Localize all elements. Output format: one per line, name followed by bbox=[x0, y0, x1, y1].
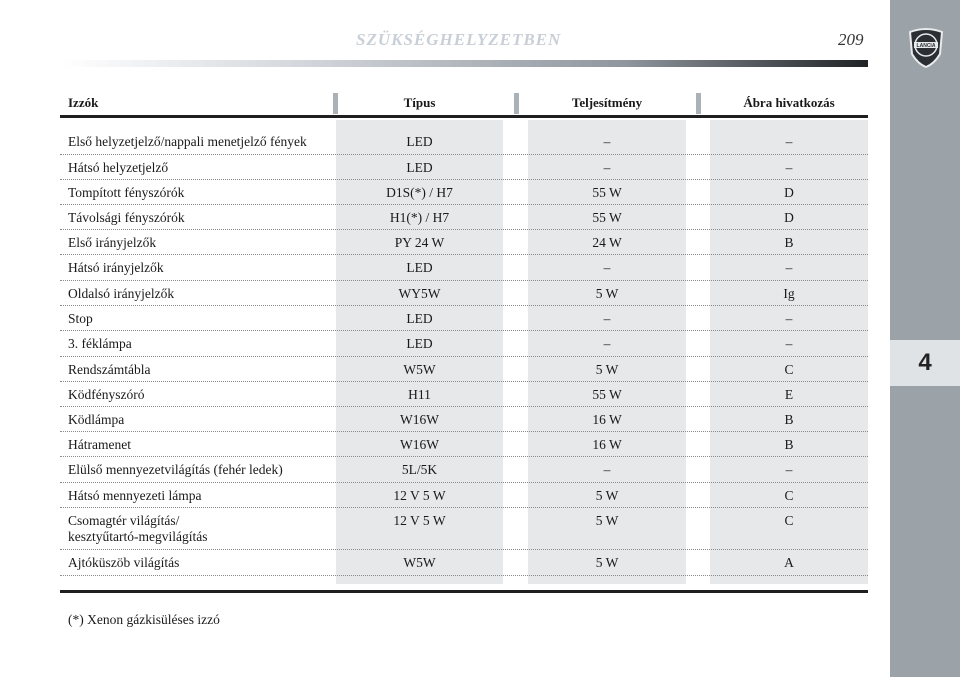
figure-reference: C bbox=[784, 488, 794, 503]
figure-reference: – bbox=[785, 311, 793, 326]
bulb-type: PY 24 W bbox=[394, 235, 445, 250]
page-number: 209 bbox=[838, 30, 864, 49]
bulb-name: Ajtóküszöb világítás bbox=[68, 555, 180, 570]
bulb-name: Első helyzetjelző/nappali menetjelző fények bbox=[68, 134, 307, 149]
bulb-power: 5 W bbox=[595, 555, 619, 570]
table-row bbox=[60, 356, 868, 382]
bulb-type: 12 V 5 W bbox=[393, 488, 446, 503]
bulb-power: 55 W bbox=[592, 210, 622, 225]
bulb-name: Tompított fényszórók bbox=[68, 185, 185, 200]
bulb-name: Ködlámpa bbox=[68, 412, 125, 427]
bulb-type: LED bbox=[406, 311, 433, 326]
bulb-name: Elülső mennyezetvilágítás (fehér ledek) bbox=[68, 462, 283, 477]
bulb-name: Rendszámtábla bbox=[68, 362, 151, 377]
bulb-type: LED bbox=[406, 336, 433, 351]
table-row bbox=[60, 280, 868, 306]
table-row bbox=[60, 204, 868, 230]
bulb-power: – bbox=[603, 462, 611, 477]
lancia-logo-icon bbox=[906, 26, 946, 68]
bulb-name: Távolsági fényszórók bbox=[68, 210, 185, 225]
column-header-ref: Ábra hivatkozás bbox=[743, 95, 835, 110]
bulb-power: 16 W bbox=[592, 412, 622, 427]
figure-reference: – bbox=[785, 260, 793, 275]
figure-reference: C bbox=[784, 362, 794, 377]
bulb-type: LED bbox=[406, 134, 433, 149]
bulb-name: Csomagtér világítás/ bbox=[68, 513, 180, 528]
chapter-tab[interactable]: 4 bbox=[890, 340, 960, 386]
table-row bbox=[60, 431, 868, 457]
bulb-power: – bbox=[603, 134, 611, 149]
bulb-power: 16 W bbox=[592, 437, 622, 452]
bulb-name: Ködfényszóró bbox=[68, 387, 145, 402]
bulb-type: W5W bbox=[403, 555, 436, 570]
figure-reference: E bbox=[784, 387, 794, 402]
figure-reference: – bbox=[785, 336, 793, 351]
table-row bbox=[60, 381, 868, 407]
bulb-type: WY5W bbox=[398, 286, 441, 301]
table-row bbox=[60, 456, 868, 483]
column-header-type: Típus bbox=[403, 95, 436, 110]
footnote: (*) Xenon gázkisüléses izzó bbox=[68, 612, 220, 627]
logo-text: LANCIA bbox=[916, 43, 936, 49]
table-row bbox=[60, 507, 868, 550]
figure-reference: – bbox=[785, 462, 793, 477]
bulb-name: Stop bbox=[68, 311, 93, 326]
table-row bbox=[60, 179, 868, 205]
table-row bbox=[60, 254, 868, 281]
bulb-name: Hátsó mennyezeti lámpa bbox=[68, 488, 202, 503]
header-rule bbox=[60, 60, 868, 67]
table-row bbox=[60, 406, 868, 432]
table-row bbox=[60, 128, 868, 155]
bulb-power: 5 W bbox=[595, 286, 619, 301]
section-title: SZÜKSÉGHELYZETBEN bbox=[356, 30, 562, 49]
bulb-power: – bbox=[603, 160, 611, 175]
table-row bbox=[60, 229, 868, 255]
bulb-name: Hátsó irányjelzők bbox=[68, 260, 164, 275]
bulb-power: 24 W bbox=[592, 235, 622, 250]
bulb-name: Hátsó helyzetjelző bbox=[68, 160, 169, 175]
bulb-power: – bbox=[603, 336, 611, 351]
bulb-name: Első irányjelzők bbox=[68, 235, 157, 250]
bulb-power: 5 W bbox=[595, 513, 619, 528]
figure-reference: B bbox=[784, 412, 794, 427]
figure-reference: B bbox=[784, 437, 794, 452]
table-row bbox=[60, 549, 868, 576]
bulb-type: 5L/5K bbox=[401, 462, 438, 477]
bulb-power: – bbox=[603, 311, 611, 326]
table-row bbox=[60, 482, 868, 508]
figure-reference: Ig bbox=[783, 286, 795, 301]
table-row bbox=[60, 154, 868, 180]
bulb-type: LED bbox=[406, 160, 433, 175]
bulb-name: 3. féklámpa bbox=[68, 336, 132, 351]
bulb-power: – bbox=[603, 260, 611, 275]
bulb-type: W5W bbox=[403, 362, 436, 377]
column-divider bbox=[696, 93, 701, 114]
table-bottom-rule bbox=[60, 590, 868, 593]
figure-reference: A bbox=[784, 555, 794, 570]
table-row bbox=[60, 305, 868, 331]
bulb-type: W16W bbox=[400, 412, 439, 427]
bulb-type: D1S(*) / H7 bbox=[386, 185, 453, 200]
bulb-type: 12 V 5 W bbox=[393, 513, 446, 528]
table-row bbox=[60, 330, 868, 357]
bulb-name-line2: kesztyűtartó-megvilágítás bbox=[68, 529, 208, 544]
column-divider bbox=[514, 93, 519, 114]
figure-reference: D bbox=[784, 210, 794, 225]
bulb-power: 5 W bbox=[595, 488, 619, 503]
bulb-power: 55 W bbox=[592, 185, 622, 200]
bulb-power: 5 W bbox=[595, 362, 619, 377]
bulb-name: Oldalsó irányjelzők bbox=[68, 286, 175, 301]
figure-reference: B bbox=[784, 235, 794, 250]
bulb-type: W16W bbox=[400, 437, 439, 452]
figure-reference: – bbox=[785, 134, 793, 149]
bulb-name: Hátramenet bbox=[68, 437, 131, 452]
table-header-rule bbox=[60, 115, 868, 118]
chapter-sidebar bbox=[890, 0, 960, 677]
figure-reference: – bbox=[785, 160, 793, 175]
bulb-power: 55 W bbox=[592, 387, 622, 402]
column-header-bulbs: Izzók bbox=[68, 95, 99, 110]
bulb-type: H1(*) / H7 bbox=[389, 210, 450, 225]
figure-reference: D bbox=[784, 185, 794, 200]
column-header-power: Teljesítmény bbox=[571, 95, 643, 110]
bulb-type: LED bbox=[406, 260, 433, 275]
figure-reference: C bbox=[784, 513, 794, 528]
bulb-type: H11 bbox=[408, 387, 431, 402]
